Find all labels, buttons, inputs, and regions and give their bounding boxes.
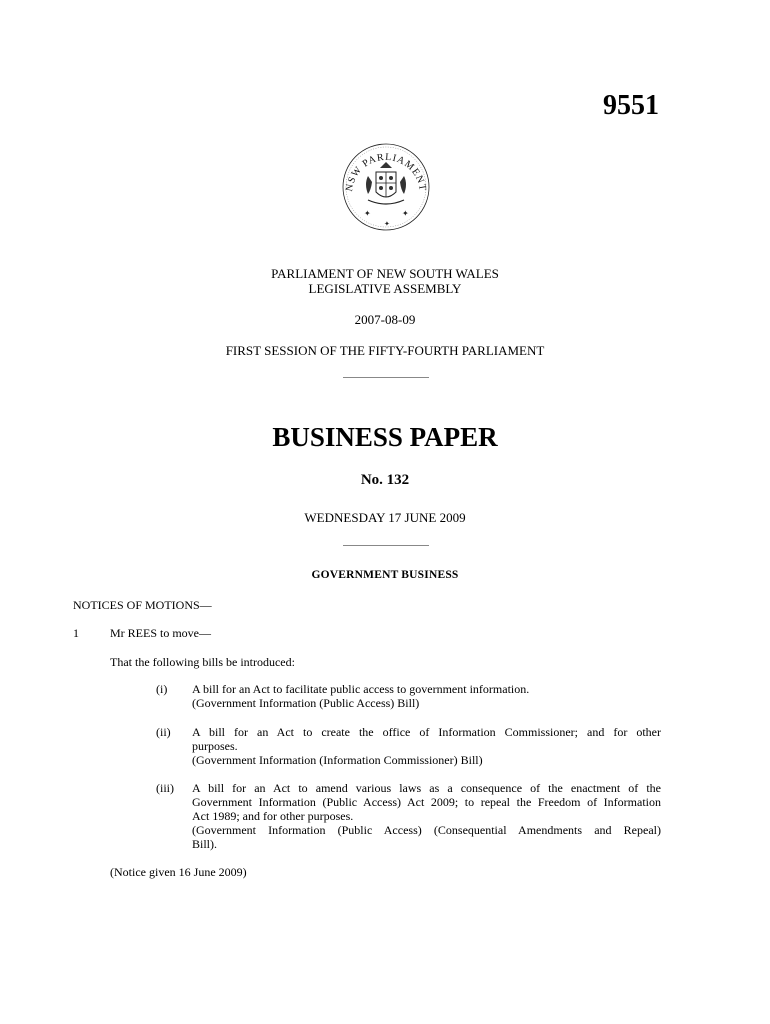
bill-line: (Government Information (Public Access) Bill) (192, 696, 420, 710)
bill-line: (Government Information (Public Access) (Consequential Amendments and Repeal) (192, 823, 661, 837)
bill-line: purposes. (192, 739, 238, 753)
parliament-name: PARLIAMENT OF NEW SOUTH WALES (271, 266, 499, 281)
item-label: (ii) (156, 725, 171, 739)
bill-line: A bill for an Act to facilitate public access to government information. (192, 682, 530, 696)
session-period: 2007-08-09 (354, 312, 416, 327)
document-title: BUSINESS PAPER (272, 422, 498, 452)
item-label: (i) (156, 682, 168, 696)
motion-number: 1 (73, 626, 79, 640)
bill-line: Act 1989; and for other purposes. (192, 809, 354, 823)
page-number: 9551 (603, 90, 659, 121)
svg-text:✦: ✦ (402, 209, 409, 218)
session-name: FIRST SESSION OF THE FIFTY-FOURTH PARLIAMENT (225, 343, 545, 358)
svg-text:✦: ✦ (364, 209, 371, 218)
bill-item (192, 682, 661, 710)
svg-text:✦: ✦ (384, 220, 390, 228)
nsw-parliament-seal (338, 142, 434, 232)
notice-given: (Notice given 16 June 2009) (110, 865, 247, 879)
section-heading: GOVERNMENT BUSINESS (311, 569, 459, 581)
divider-rule (343, 545, 429, 546)
item-label: (iii) (156, 781, 174, 795)
motion-mover: Mr REES to move— (110, 626, 211, 640)
bill-item (192, 725, 661, 767)
subsection-heading: NOTICES OF MOTIONS— (73, 598, 212, 612)
bill-line: (Government Information (Information Commissioner) Bill) (192, 753, 483, 767)
svg-text:NSW PARLIAMENT: NSW PARLIAMENT (343, 151, 428, 193)
motion-intro: That the following bills be introduced: (110, 655, 295, 669)
divider-rule (343, 377, 429, 378)
paper-date: WEDNESDAY 17 JUNE 2009 (304, 510, 466, 525)
bill-line: A bill for an Act to create the office of Information Commissioner; and for other (192, 725, 661, 739)
bill-line: Bill). (192, 837, 218, 851)
bill-line: A bill for an Act to amend various laws as a consequence of the enactment of the (192, 781, 661, 795)
house-name: LEGISLATIVE ASSEMBLY (308, 281, 462, 296)
bill-item (192, 781, 661, 851)
bill-line: Government Information (Public Access) Act 2009; to repeal the Freedom of Information (192, 795, 661, 809)
paper-number: No. 132 (360, 472, 410, 488)
